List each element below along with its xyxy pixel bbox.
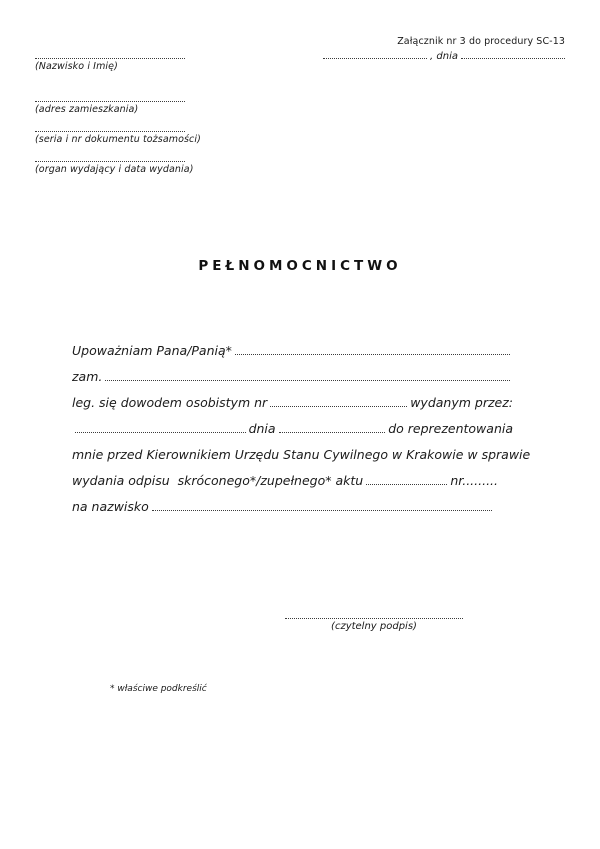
field-issuing-authority	[35, 155, 194, 175]
body-line-6	[72, 468, 513, 494]
surname-text: na nazwisko	[72, 499, 149, 514]
attachment-note: Załącznik nr 3 do procedury SC-13	[397, 36, 565, 47]
id-document-label: (seria i nr dokumentu tożsamości)	[35, 134, 201, 145]
id-number-text: leg. się dowodem osobistym nr	[72, 395, 268, 410]
copy-type-text: wydania odpisu skróconego*/zupełnego* aktu	[72, 473, 364, 488]
place-dotted-line	[323, 58, 427, 59]
address-dotted-line	[35, 95, 185, 102]
name-surname-dotted-line	[35, 52, 185, 59]
name-surname-label: (Nazwisko i Imię)	[35, 61, 118, 72]
place-and-date-line	[323, 50, 565, 64]
field-id-document	[35, 125, 201, 145]
body-line-7	[72, 494, 513, 520]
body-line-1	[72, 338, 513, 364]
act-number-text: nr.........	[450, 473, 498, 488]
issuing-authority-label: (organ wydający i data wydania)	[35, 164, 194, 175]
residence-dotted-line	[105, 380, 510, 381]
footnote: * właściwe podkreślić	[110, 684, 207, 694]
issuing-authority-dotted-line	[35, 155, 185, 162]
body-line-2	[72, 364, 513, 390]
signature-block	[285, 612, 463, 632]
body-line-3	[72, 390, 513, 416]
authorize-text: Upoważniam Pana/Panią*	[72, 343, 232, 358]
field-name-surname	[35, 52, 185, 72]
body-line-5: mnie przed Kierownikiem Urzędu Stanu Cywilnego w Krakowie w sprawie	[72, 447, 531, 462]
to-represent-text: do reprezentowania	[388, 421, 513, 436]
act-dotted-line	[366, 484, 447, 485]
id-number-dotted-line	[270, 406, 407, 407]
signature-caption: (czytelny podpis)	[331, 621, 417, 632]
issue-date-dotted-line	[279, 432, 386, 433]
issuer-dotted-line	[75, 432, 246, 433]
address-label: (adres zamieszkania)	[35, 104, 139, 115]
issued-by-text: wydanym przez:	[410, 395, 513, 410]
field-address	[35, 95, 185, 115]
residence-text: zam.	[72, 369, 103, 384]
signature-dotted-line	[285, 612, 463, 619]
document-title: PEŁNOMOCNICTWO	[198, 258, 402, 274]
surname-dotted-line	[152, 510, 492, 511]
body-paragraph	[72, 338, 531, 520]
date-word-text: dnia	[248, 421, 276, 436]
id-document-dotted-line	[35, 125, 185, 132]
date-separator-label: , dnia	[430, 51, 458, 62]
authorized-person-dotted-line	[235, 354, 510, 355]
body-line-4	[72, 416, 513, 442]
date-dotted-line	[461, 58, 565, 59]
